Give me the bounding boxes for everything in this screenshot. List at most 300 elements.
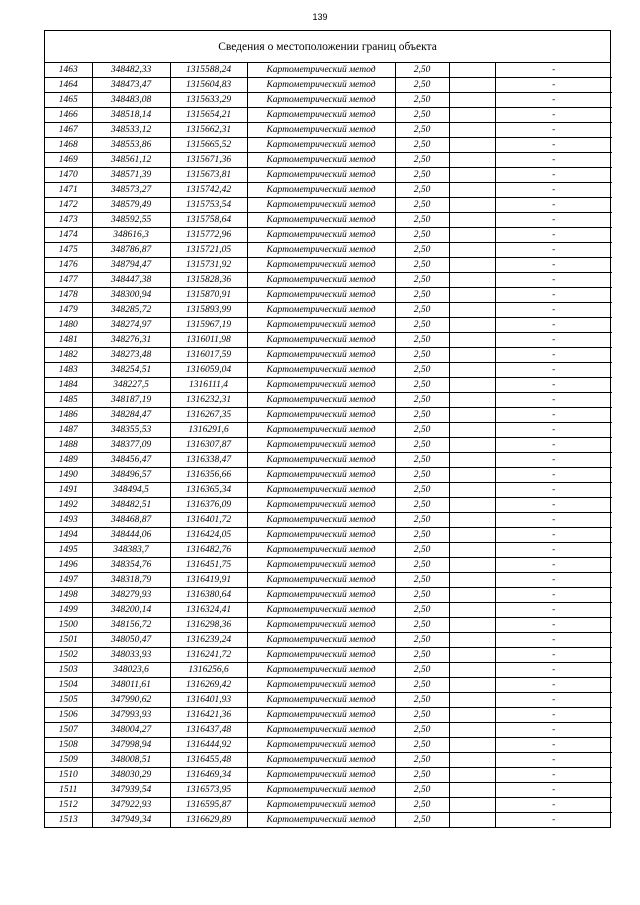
method-cell: Картометрический метод	[247, 408, 395, 423]
note-cell	[449, 663, 495, 678]
coordinate-y-cell: 1315893,99	[170, 303, 247, 318]
coordinate-y-cell: 1316017,59	[170, 348, 247, 363]
table-row	[45, 408, 612, 423]
coordinate-y-cell: 1316239,24	[170, 633, 247, 648]
table-row	[45, 648, 612, 663]
coordinate-y-cell: 1315742,42	[170, 183, 247, 198]
dash-cell: -	[495, 438, 612, 453]
coordinate-x-cell: 347922,93	[92, 798, 170, 813]
accuracy-cell: 2,50	[395, 93, 449, 108]
dash-cell: -	[495, 453, 612, 468]
coordinate-x-cell: 348553,86	[92, 138, 170, 153]
coordinate-x-cell: 348355,53	[92, 423, 170, 438]
coordinate-x-cell: 348377,09	[92, 438, 170, 453]
table-row	[45, 108, 612, 123]
dash-cell: -	[495, 138, 612, 153]
coordinate-y-cell: 1316267,35	[170, 408, 247, 423]
note-cell	[449, 798, 495, 813]
coordinate-x-cell: 347990,62	[92, 693, 170, 708]
dash-cell: -	[495, 198, 612, 213]
coordinate-x-cell: 348004,27	[92, 723, 170, 738]
coordinate-y-cell: 1316291,6	[170, 423, 247, 438]
accuracy-cell: 2,50	[395, 768, 449, 783]
method-cell: Картометрический метод	[247, 258, 395, 273]
method-cell: Картометрический метод	[247, 348, 395, 363]
method-cell: Картометрический метод	[247, 588, 395, 603]
coordinate-y-cell: 1315967,19	[170, 318, 247, 333]
note-cell	[449, 318, 495, 333]
point-number-cell: 1496	[45, 558, 92, 573]
coordinate-x-cell: 348616,3	[92, 228, 170, 243]
accuracy-cell: 2,50	[395, 723, 449, 738]
dash-cell: -	[495, 423, 612, 438]
coordinate-y-cell: 1316241,72	[170, 648, 247, 663]
point-number-cell: 1502	[45, 648, 92, 663]
table-row	[45, 573, 612, 588]
coordinate-x-cell: 348496,57	[92, 468, 170, 483]
table-row	[45, 663, 612, 678]
dash-cell: -	[495, 288, 612, 303]
point-number-cell: 1507	[45, 723, 92, 738]
coordinate-x-cell: 347939,54	[92, 783, 170, 798]
method-cell: Картометрический метод	[247, 753, 395, 768]
coordinate-x-cell: 348200,14	[92, 603, 170, 618]
note-cell	[449, 333, 495, 348]
table-row	[45, 498, 612, 513]
point-number-cell: 1498	[45, 588, 92, 603]
dash-cell: -	[495, 708, 612, 723]
dash-cell: -	[495, 588, 612, 603]
dash-cell: -	[495, 483, 612, 498]
accuracy-cell: 2,50	[395, 183, 449, 198]
coordinate-y-cell: 1316269,42	[170, 678, 247, 693]
coordinate-y-cell: 1316356,66	[170, 468, 247, 483]
coordinate-x-cell: 348285,72	[92, 303, 170, 318]
accuracy-cell: 2,50	[395, 258, 449, 273]
coordinate-y-cell: 1315671,36	[170, 153, 247, 168]
dash-cell: -	[495, 648, 612, 663]
coordinate-x-cell: 348011,61	[92, 678, 170, 693]
table-body	[45, 63, 612, 827]
coordinate-y-cell: 1315870,91	[170, 288, 247, 303]
accuracy-cell: 2,50	[395, 813, 449, 828]
coordinate-y-cell: 1315772,96	[170, 228, 247, 243]
accuracy-cell: 2,50	[395, 648, 449, 663]
point-number-cell: 1506	[45, 708, 92, 723]
note-cell	[449, 183, 495, 198]
coordinate-x-cell: 348033,93	[92, 648, 170, 663]
point-number-cell: 1492	[45, 498, 92, 513]
point-number-cell: 1505	[45, 693, 92, 708]
point-number-cell: 1473	[45, 213, 92, 228]
note-cell	[449, 558, 495, 573]
coordinate-y-cell: 1315673,81	[170, 168, 247, 183]
point-number-cell: 1490	[45, 468, 92, 483]
dash-cell: -	[495, 723, 612, 738]
dash-cell: -	[495, 213, 612, 228]
coordinate-y-cell: 1316111,4	[170, 378, 247, 393]
method-cell: Картометрический метод	[247, 423, 395, 438]
table-row	[45, 273, 612, 288]
accuracy-cell: 2,50	[395, 633, 449, 648]
table-row	[45, 513, 612, 528]
table-row	[45, 783, 612, 798]
accuracy-cell: 2,50	[395, 453, 449, 468]
note-cell	[449, 453, 495, 468]
coordinate-x-cell: 348533,12	[92, 123, 170, 138]
point-number-cell: 1504	[45, 678, 92, 693]
method-cell: Картометрический метод	[247, 303, 395, 318]
coordinate-x-cell: 348561,12	[92, 153, 170, 168]
dash-cell: -	[495, 63, 612, 78]
method-cell: Картометрический метод	[247, 168, 395, 183]
coordinate-x-cell: 348571,39	[92, 168, 170, 183]
coordinate-x-cell: 348444,06	[92, 528, 170, 543]
accuracy-cell: 2,50	[395, 108, 449, 123]
method-cell: Картометрический метод	[247, 78, 395, 93]
dash-cell: -	[495, 633, 612, 648]
coordinate-x-cell: 348447,38	[92, 273, 170, 288]
point-number-cell: 1500	[45, 618, 92, 633]
coordinate-x-cell: 348354,76	[92, 558, 170, 573]
method-cell: Картометрический метод	[247, 93, 395, 108]
table-row	[45, 243, 612, 258]
point-number-cell: 1482	[45, 348, 92, 363]
dash-cell: -	[495, 318, 612, 333]
note-cell	[449, 108, 495, 123]
coordinate-x-cell: 348254,51	[92, 363, 170, 378]
table-row	[45, 423, 612, 438]
accuracy-cell: 2,50	[395, 378, 449, 393]
table-row	[45, 618, 612, 633]
accuracy-cell: 2,50	[395, 333, 449, 348]
coordinate-y-cell: 1316059,04	[170, 363, 247, 378]
point-number-cell: 1494	[45, 528, 92, 543]
method-cell: Картометрический метод	[247, 693, 395, 708]
note-cell	[449, 468, 495, 483]
coordinate-y-cell: 1315828,36	[170, 273, 247, 288]
coordinate-y-cell: 1315604,83	[170, 78, 247, 93]
note-cell	[449, 228, 495, 243]
coordinate-y-cell: 1316011,98	[170, 333, 247, 348]
table-row	[45, 228, 612, 243]
point-number-cell: 1468	[45, 138, 92, 153]
dash-cell: -	[495, 153, 612, 168]
note-cell	[449, 618, 495, 633]
dash-cell: -	[495, 393, 612, 408]
dash-cell: -	[495, 408, 612, 423]
coordinate-y-cell: 1315758,64	[170, 213, 247, 228]
note-cell	[449, 153, 495, 168]
point-number-cell: 1503	[45, 663, 92, 678]
coordinate-x-cell: 348482,33	[92, 63, 170, 78]
accuracy-cell: 2,50	[395, 528, 449, 543]
dash-cell: -	[495, 603, 612, 618]
method-cell: Картометрический метод	[247, 108, 395, 123]
table-row	[45, 123, 612, 138]
method-cell: Картометрический метод	[247, 63, 395, 78]
point-number-cell: 1513	[45, 813, 92, 828]
table-row	[45, 558, 612, 573]
table-row	[45, 183, 612, 198]
coordinate-y-cell: 1316307,87	[170, 438, 247, 453]
coordinates-table	[45, 63, 612, 827]
dash-cell: -	[495, 663, 612, 678]
method-cell: Картометрический метод	[247, 378, 395, 393]
coordinate-x-cell: 348023,6	[92, 663, 170, 678]
table-row	[45, 693, 612, 708]
table-row	[45, 153, 612, 168]
accuracy-cell: 2,50	[395, 753, 449, 768]
accuracy-cell: 2,50	[395, 513, 449, 528]
accuracy-cell: 2,50	[395, 288, 449, 303]
note-cell	[449, 423, 495, 438]
table-row	[45, 468, 612, 483]
point-number-cell: 1463	[45, 63, 92, 78]
accuracy-cell: 2,50	[395, 198, 449, 213]
point-number-cell: 1497	[45, 573, 92, 588]
method-cell: Картометрический метод	[247, 198, 395, 213]
table-row	[45, 258, 612, 273]
dash-cell: -	[495, 273, 612, 288]
coordinate-y-cell: 1316455,48	[170, 753, 247, 768]
table-row	[45, 333, 612, 348]
point-number-cell: 1499	[45, 603, 92, 618]
table-row	[45, 63, 612, 78]
coordinate-y-cell: 1316482,76	[170, 543, 247, 558]
dash-cell: -	[495, 348, 612, 363]
accuracy-cell: 2,50	[395, 558, 449, 573]
method-cell: Картометрический метод	[247, 498, 395, 513]
table-row	[45, 708, 612, 723]
note-cell	[449, 438, 495, 453]
method-cell: Картометрический метод	[247, 468, 395, 483]
note-cell	[449, 123, 495, 138]
table-row	[45, 588, 612, 603]
point-number-cell: 1487	[45, 423, 92, 438]
point-number-cell: 1469	[45, 153, 92, 168]
dash-cell: -	[495, 498, 612, 513]
note-cell	[449, 528, 495, 543]
coordinate-y-cell: 1316298,36	[170, 618, 247, 633]
table-row	[45, 303, 612, 318]
accuracy-cell: 2,50	[395, 63, 449, 78]
table-row	[45, 378, 612, 393]
dash-cell: -	[495, 168, 612, 183]
point-number-cell: 1512	[45, 798, 92, 813]
coordinate-y-cell: 1316444,92	[170, 738, 247, 753]
accuracy-cell: 2,50	[395, 243, 449, 258]
note-cell	[449, 348, 495, 363]
point-number-cell: 1464	[45, 78, 92, 93]
method-cell: Картометрический метод	[247, 738, 395, 753]
coordinate-x-cell: 348473,47	[92, 78, 170, 93]
point-number-cell: 1488	[45, 438, 92, 453]
point-number-cell: 1508	[45, 738, 92, 753]
coordinate-x-cell: 347993,93	[92, 708, 170, 723]
dash-cell: -	[495, 333, 612, 348]
method-cell: Картометрический метод	[247, 138, 395, 153]
method-cell: Картометрический метод	[247, 318, 395, 333]
table-row	[45, 318, 612, 333]
accuracy-cell: 2,50	[395, 708, 449, 723]
coordinate-y-cell: 1316437,48	[170, 723, 247, 738]
dash-cell: -	[495, 378, 612, 393]
dash-cell: -	[495, 618, 612, 633]
coordinate-x-cell: 348794,47	[92, 258, 170, 273]
note-cell	[449, 258, 495, 273]
table-row	[45, 768, 612, 783]
coordinate-y-cell: 1316469,34	[170, 768, 247, 783]
accuracy-cell: 2,50	[395, 573, 449, 588]
accuracy-cell: 2,50	[395, 468, 449, 483]
dash-cell: -	[495, 513, 612, 528]
coordinates-table-frame	[44, 30, 611, 828]
note-cell	[449, 588, 495, 603]
accuracy-cell: 2,50	[395, 153, 449, 168]
point-number-cell: 1491	[45, 483, 92, 498]
table-row	[45, 213, 612, 228]
note-cell	[449, 198, 495, 213]
note-cell	[449, 408, 495, 423]
point-number-cell: 1486	[45, 408, 92, 423]
dash-cell: -	[495, 243, 612, 258]
table-row	[45, 393, 612, 408]
accuracy-cell: 2,50	[395, 618, 449, 633]
note-cell	[449, 93, 495, 108]
note-cell	[449, 63, 495, 78]
table-row	[45, 738, 612, 753]
method-cell: Картометрический метод	[247, 333, 395, 348]
note-cell	[449, 168, 495, 183]
method-cell: Картометрический метод	[247, 288, 395, 303]
method-cell: Картометрический метод	[247, 153, 395, 168]
dash-cell: -	[495, 768, 612, 783]
method-cell: Картометрический метод	[247, 513, 395, 528]
table-row	[45, 78, 612, 93]
point-number-cell: 1476	[45, 258, 92, 273]
point-number-cell: 1484	[45, 378, 92, 393]
accuracy-cell: 2,50	[395, 168, 449, 183]
method-cell: Картометрический метод	[247, 528, 395, 543]
accuracy-cell: 2,50	[395, 693, 449, 708]
coordinate-x-cell: 348518,14	[92, 108, 170, 123]
note-cell	[449, 138, 495, 153]
table-row	[45, 288, 612, 303]
table-caption: Сведения о местоположении границ объекта	[45, 31, 610, 63]
dash-cell: -	[495, 753, 612, 768]
coordinate-x-cell: 348468,87	[92, 513, 170, 528]
coordinate-x-cell: 348456,47	[92, 453, 170, 468]
method-cell: Картометрический метод	[247, 558, 395, 573]
coordinate-y-cell: 1315731,92	[170, 258, 247, 273]
method-cell: Картометрический метод	[247, 783, 395, 798]
method-cell: Картометрический метод	[247, 273, 395, 288]
coordinate-y-cell: 1316232,31	[170, 393, 247, 408]
coordinate-x-cell: 348274,97	[92, 318, 170, 333]
point-number-cell: 1489	[45, 453, 92, 468]
table-row	[45, 363, 612, 378]
method-cell: Картометрический метод	[247, 603, 395, 618]
point-number-cell: 1467	[45, 123, 92, 138]
method-cell: Картометрический метод	[247, 663, 395, 678]
coordinate-x-cell: 348494,5	[92, 483, 170, 498]
note-cell	[449, 543, 495, 558]
point-number-cell: 1483	[45, 363, 92, 378]
note-cell	[449, 783, 495, 798]
method-cell: Картометрический метод	[247, 543, 395, 558]
dash-cell: -	[495, 228, 612, 243]
accuracy-cell: 2,50	[395, 123, 449, 138]
note-cell	[449, 648, 495, 663]
coordinate-x-cell: 348483,08	[92, 93, 170, 108]
coordinate-x-cell: 348284,47	[92, 408, 170, 423]
coordinate-y-cell: 1315654,21	[170, 108, 247, 123]
note-cell	[449, 483, 495, 498]
coordinate-y-cell: 1316376,09	[170, 498, 247, 513]
method-cell: Картометрический метод	[247, 213, 395, 228]
dash-cell: -	[495, 93, 612, 108]
dash-cell: -	[495, 738, 612, 753]
point-number-cell: 1481	[45, 333, 92, 348]
note-cell	[449, 273, 495, 288]
point-number-cell: 1493	[45, 513, 92, 528]
accuracy-cell: 2,50	[395, 408, 449, 423]
note-cell	[449, 603, 495, 618]
table-row	[45, 93, 612, 108]
point-number-cell: 1478	[45, 288, 92, 303]
coordinate-y-cell: 1315588,24	[170, 63, 247, 78]
note-cell	[449, 738, 495, 753]
table-row	[45, 198, 612, 213]
method-cell: Картометрический метод	[247, 243, 395, 258]
point-number-cell: 1510	[45, 768, 92, 783]
coordinate-x-cell: 348279,93	[92, 588, 170, 603]
coordinate-y-cell: 1315662,31	[170, 123, 247, 138]
accuracy-cell: 2,50	[395, 738, 449, 753]
dash-cell: -	[495, 783, 612, 798]
table-row	[45, 798, 612, 813]
note-cell	[449, 813, 495, 828]
method-cell: Картометрический метод	[247, 573, 395, 588]
accuracy-cell: 2,50	[395, 543, 449, 558]
coordinate-y-cell: 1315633,29	[170, 93, 247, 108]
table-row	[45, 453, 612, 468]
coordinate-y-cell: 1316419,91	[170, 573, 247, 588]
dash-cell: -	[495, 303, 612, 318]
note-cell	[449, 498, 495, 513]
point-number-cell: 1471	[45, 183, 92, 198]
coordinate-y-cell: 1315721,05	[170, 243, 247, 258]
accuracy-cell: 2,50	[395, 663, 449, 678]
note-cell	[449, 363, 495, 378]
accuracy-cell: 2,50	[395, 213, 449, 228]
coordinate-y-cell: 1316401,72	[170, 513, 247, 528]
table-row	[45, 678, 612, 693]
coordinate-y-cell: 1316324,41	[170, 603, 247, 618]
method-cell: Картометрический метод	[247, 798, 395, 813]
coordinate-x-cell: 348318,79	[92, 573, 170, 588]
method-cell: Картометрический метод	[247, 723, 395, 738]
point-number-cell: 1485	[45, 393, 92, 408]
coordinate-x-cell: 348156,72	[92, 618, 170, 633]
method-cell: Картометрический метод	[247, 633, 395, 648]
point-number-cell: 1480	[45, 318, 92, 333]
note-cell	[449, 393, 495, 408]
coordinate-x-cell: 348050,47	[92, 633, 170, 648]
method-cell: Картометрический метод	[247, 453, 395, 468]
table-row	[45, 543, 612, 558]
